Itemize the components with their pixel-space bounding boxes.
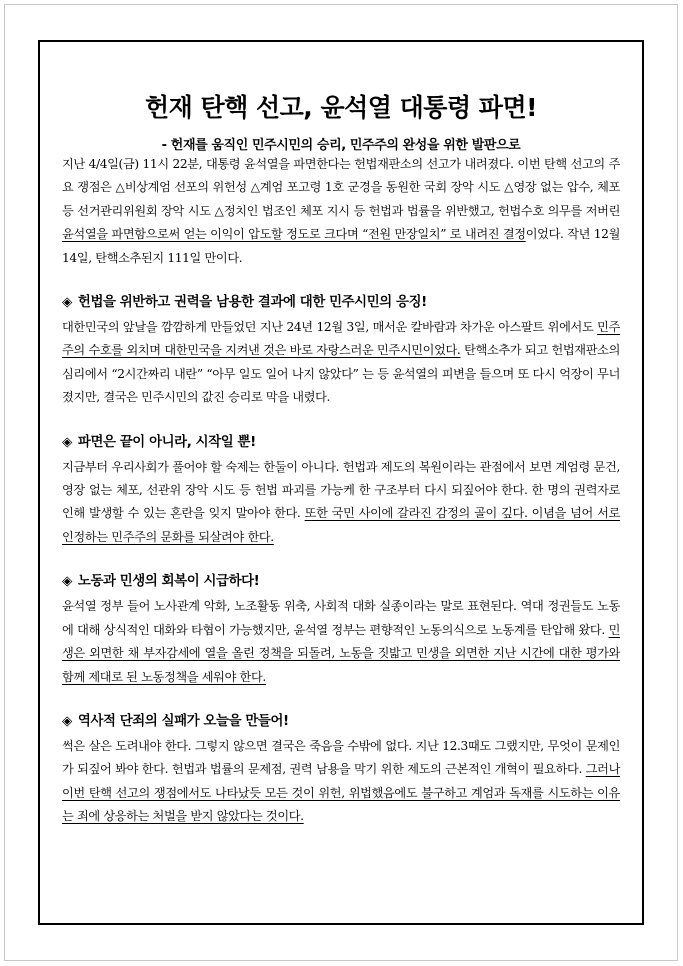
- diamond-bullet-icon: ◈: [62, 295, 72, 311]
- section-underlined-text: 민생은 외면한 채 부자감세에 열을 올린 정책을 되돌려, 노동을 짓밟고 민생을 외면한 지난 시간에 대한 평가와 함께 제대로 된 노동정책을 세워야 한다.: [62, 622, 620, 684]
- section-underlined-text: 그러나 이번 탄핵 선고의 쟁점에서도 나타났듯 모든 것이 위헌, 위법했음에도 불구하고 계엄과 독재를 시도하는 이유는 죄에 상응하는 처벌을 받지 않았다는 것이다.: [62, 762, 620, 824]
- diamond-bullet-icon: ◈: [62, 713, 72, 729]
- section-heading: [62, 432, 620, 454]
- diamond-bullet-icon: ◈: [62, 574, 72, 590]
- section-text: 대한민국의 앞날을 깜깜하게 만들었던 지난 24년 12월 3일, 매서운 칼바람과 차가운 아스팔트 위에서도: [62, 320, 598, 335]
- section-text: 지금부터 우리사회가 풀어야 할 숙제는 한둘이 아니다. 헌법과 제도의 복원이라는 관점에서 보면 계엄령 문건, 영장 없는 체포, 선관위 장악 시도 등 헌법 파괴를 가능케 한 구조부터 다시 되짚어야 한다. 한 명의 권력자로 인해 발생할 수 있는 혼란을 잊지 말아야 한다.: [62, 459, 620, 521]
- section-heading-text: 노동과 민생의 회복이 시급하다!: [77, 574, 260, 590]
- section-paragraph: [62, 595, 620, 689]
- intro-text: 지난 4/4일(금) 11시 22분, 대통령 윤석열을 파면한다는 헌법재판소의 선고가 내려졌다. 이번 탄핵 선고의 주요 쟁점은 △비상계엄 선포의 위헌성 △계엄 포고령 1호 군경을 동원한 국회 장악 시도 △영장 없는 압수, 체포 등 선거관리위원회 장악 시도 △정치인 법조인 체포 지시 등 헌법과 법률을 위반했고, 헌법수호 의무를 저버린: [62, 157, 620, 218]
- intro-paragraph: [62, 153, 620, 270]
- section-1: [62, 292, 620, 410]
- document-subtitle: - 헌재를 움직인 민주시민의 승리, 민주주의 완성을 위한 발판으로: [161, 138, 521, 153]
- section-text: 썩은 살은 도려내야 한다. 그렇지 않으면 결국은 죽음을 수밖에 없다. 지난 12.3때도 그랬지만, 무엇이 문제인가 되짚어 봐야 한다. 헌법과 법률의 문제점, 권력 남용을 막기 위한 제도의 근본적인 개혁이 필요하다.: [62, 738, 620, 777]
- section-after-text: 탄핵소추가 되고 헌법재판소의 심리에서 “2시간짜리 내란” “아무 일도 일어 나지 않았다” 는 등 윤석열의 피변을 들으며 또 다시 억장이 무너졌지만, 결국은 민주시민의 값진 승리로 막을 내렸다.: [62, 343, 620, 405]
- section-heading: [62, 292, 620, 314]
- section-paragraph: [62, 735, 620, 829]
- section-2: [62, 432, 620, 550]
- document-title: 헌재 탄핵 선고, 윤석열 대통령 파면!: [144, 93, 538, 122]
- section-heading: [62, 711, 620, 733]
- section-underlined-text: 또한 국민 사이에 갈라진 감정의 골이 깊다. 이념을 넘어 서로 인정하는 민주주의 문화를 되살려야 한다.: [62, 506, 620, 544]
- section-paragraph: [62, 456, 620, 550]
- section-text: 윤석열 정부 들어 노사관계 악화, 노조활동 위축, 사회적 대화 실종이라는 말로 표현된다. 역대 정권들도 노동에 대해 상식적인 대화와 타협이 가능했지만, 윤석열 정부는 편향적인 노동의식으로 노동계를 탄압해 왔다.: [62, 599, 620, 637]
- section-underlined-text: 민주주의 수호를 외치며 대한민국을 지켜낸 것은 바로 자랑스러운 민주시민이었다.: [62, 320, 620, 358]
- section-heading-text: 파면은 끝이 아니라, 시작일 뿐!: [77, 434, 256, 450]
- intro-after-text: 이었다. 작년 12월 14일, 탄핵소추된지 111일 만이다.: [62, 227, 620, 265]
- diamond-bullet-icon: ◈: [62, 434, 72, 450]
- section-4: [62, 711, 620, 829]
- section-heading-text: 역사적 단죄의 실패가 오늘을 만들어!: [77, 713, 289, 729]
- section-paragraph: [62, 316, 620, 410]
- section-heading-text: 헌법을 위반하고 권력을 남용한 결과에 대한 민주시민의 응징!: [77, 295, 427, 311]
- section-3: [62, 571, 620, 689]
- section-heading: [62, 571, 620, 593]
- document-frame: [38, 40, 644, 925]
- intro-underlined-text: 윤석열을 파면함으로써 얻는 이익이 압도할 정도로 크다며 “전원 만장일치” 로 내려진 결정: [62, 227, 526, 242]
